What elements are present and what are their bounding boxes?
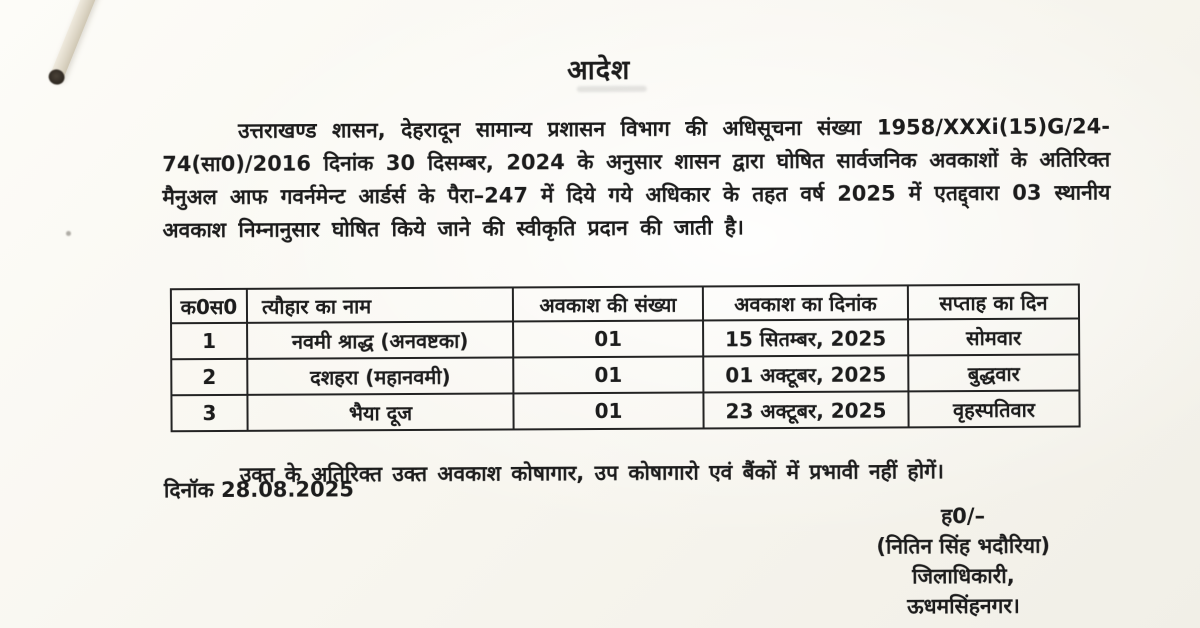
table-header-row (171, 284, 1079, 323)
signature-mark: ह0/– (941, 503, 986, 529)
cell-weekday: बुद्धवार (908, 354, 1079, 391)
cell-holiday-date: 15 सितम्बर, 2025 (703, 319, 908, 356)
cell-festival-name: नवमी श्राद्ध (अनवष्टका) (247, 321, 513, 358)
order-paragraph: उत्तराखण्ड शासन, देहरादून सामान्य प्रशासन विभाग की अधिसूचना संख्या 1958/XXXi(15)G/24-74(सा0)/2016 दिनांक 30 दिसम्बर, 2024 के अनुसार शासन द्वारा घोषित सार्वजनिक अवकाशों के अतिरिक्त मैनुअल आफ गवर्नमेन्ट आर्डर्स के पैरा–247 में दिये गये अधिकार के तहत वर्ष 2025 में एतद्द्वारा 03 स्थानीय अवकाश निम्नानुसार घोषित किये जाने की स्वीकृति प्रदान की जाती है। (162, 114, 1111, 243)
col-header-holiday-date: अवकाश का दिनांक (703, 285, 908, 320)
date-line: दिनॉक 28.08.2025 (163, 477, 354, 503)
ink-bleed-artifact (577, 86, 647, 92)
cell-festival-name: दशहरा (महानवमी) (247, 357, 513, 394)
signature-block (843, 500, 1084, 621)
cell-festival-name: भैया दूज (247, 393, 513, 430)
signatory-district: ऊधमसिंहनगर। (907, 593, 1020, 619)
cell-weekday: सोमवार (908, 318, 1079, 355)
cell-holiday-count: 01 (513, 356, 703, 393)
col-header-weekday: सप्ताह का दिन (908, 284, 1079, 319)
holiday-table (170, 283, 1081, 432)
signatory-name: (नितिन सिंह भदौरिया) (876, 533, 1051, 559)
cell-holiday-count: 01 (513, 320, 703, 357)
cell-weekday: वृहस्पतिवार (908, 390, 1079, 427)
col-header-festival-name: त्यौहार का नाम (247, 287, 513, 322)
col-header-serial: क0स0 (171, 289, 247, 323)
col-header-holiday-count: अवकाश की संख्या (513, 286, 703, 321)
cell-serial: 1 (171, 323, 247, 359)
document-title: आदेश (566, 54, 631, 87)
cell-serial: 2 (171, 359, 247, 395)
table-row (171, 318, 1079, 359)
footer-note: उक्त के अतिरिक्त उक्त अवकाश कोषागार, उप कोषागारो एवं बैंकों में प्रभावी नहीं होगें। (239, 459, 944, 487)
cell-holiday-date: 01 अक्टूबर, 2025 (703, 355, 908, 392)
signatory-designation: जिलाधिकारी, (912, 563, 1015, 589)
table-row (171, 354, 1079, 395)
cell-serial: 3 (171, 395, 247, 431)
table-row (171, 390, 1079, 431)
cell-holiday-count: 01 (513, 392, 703, 429)
cell-holiday-date: 23 अक्टूबर, 2025 (703, 391, 908, 428)
